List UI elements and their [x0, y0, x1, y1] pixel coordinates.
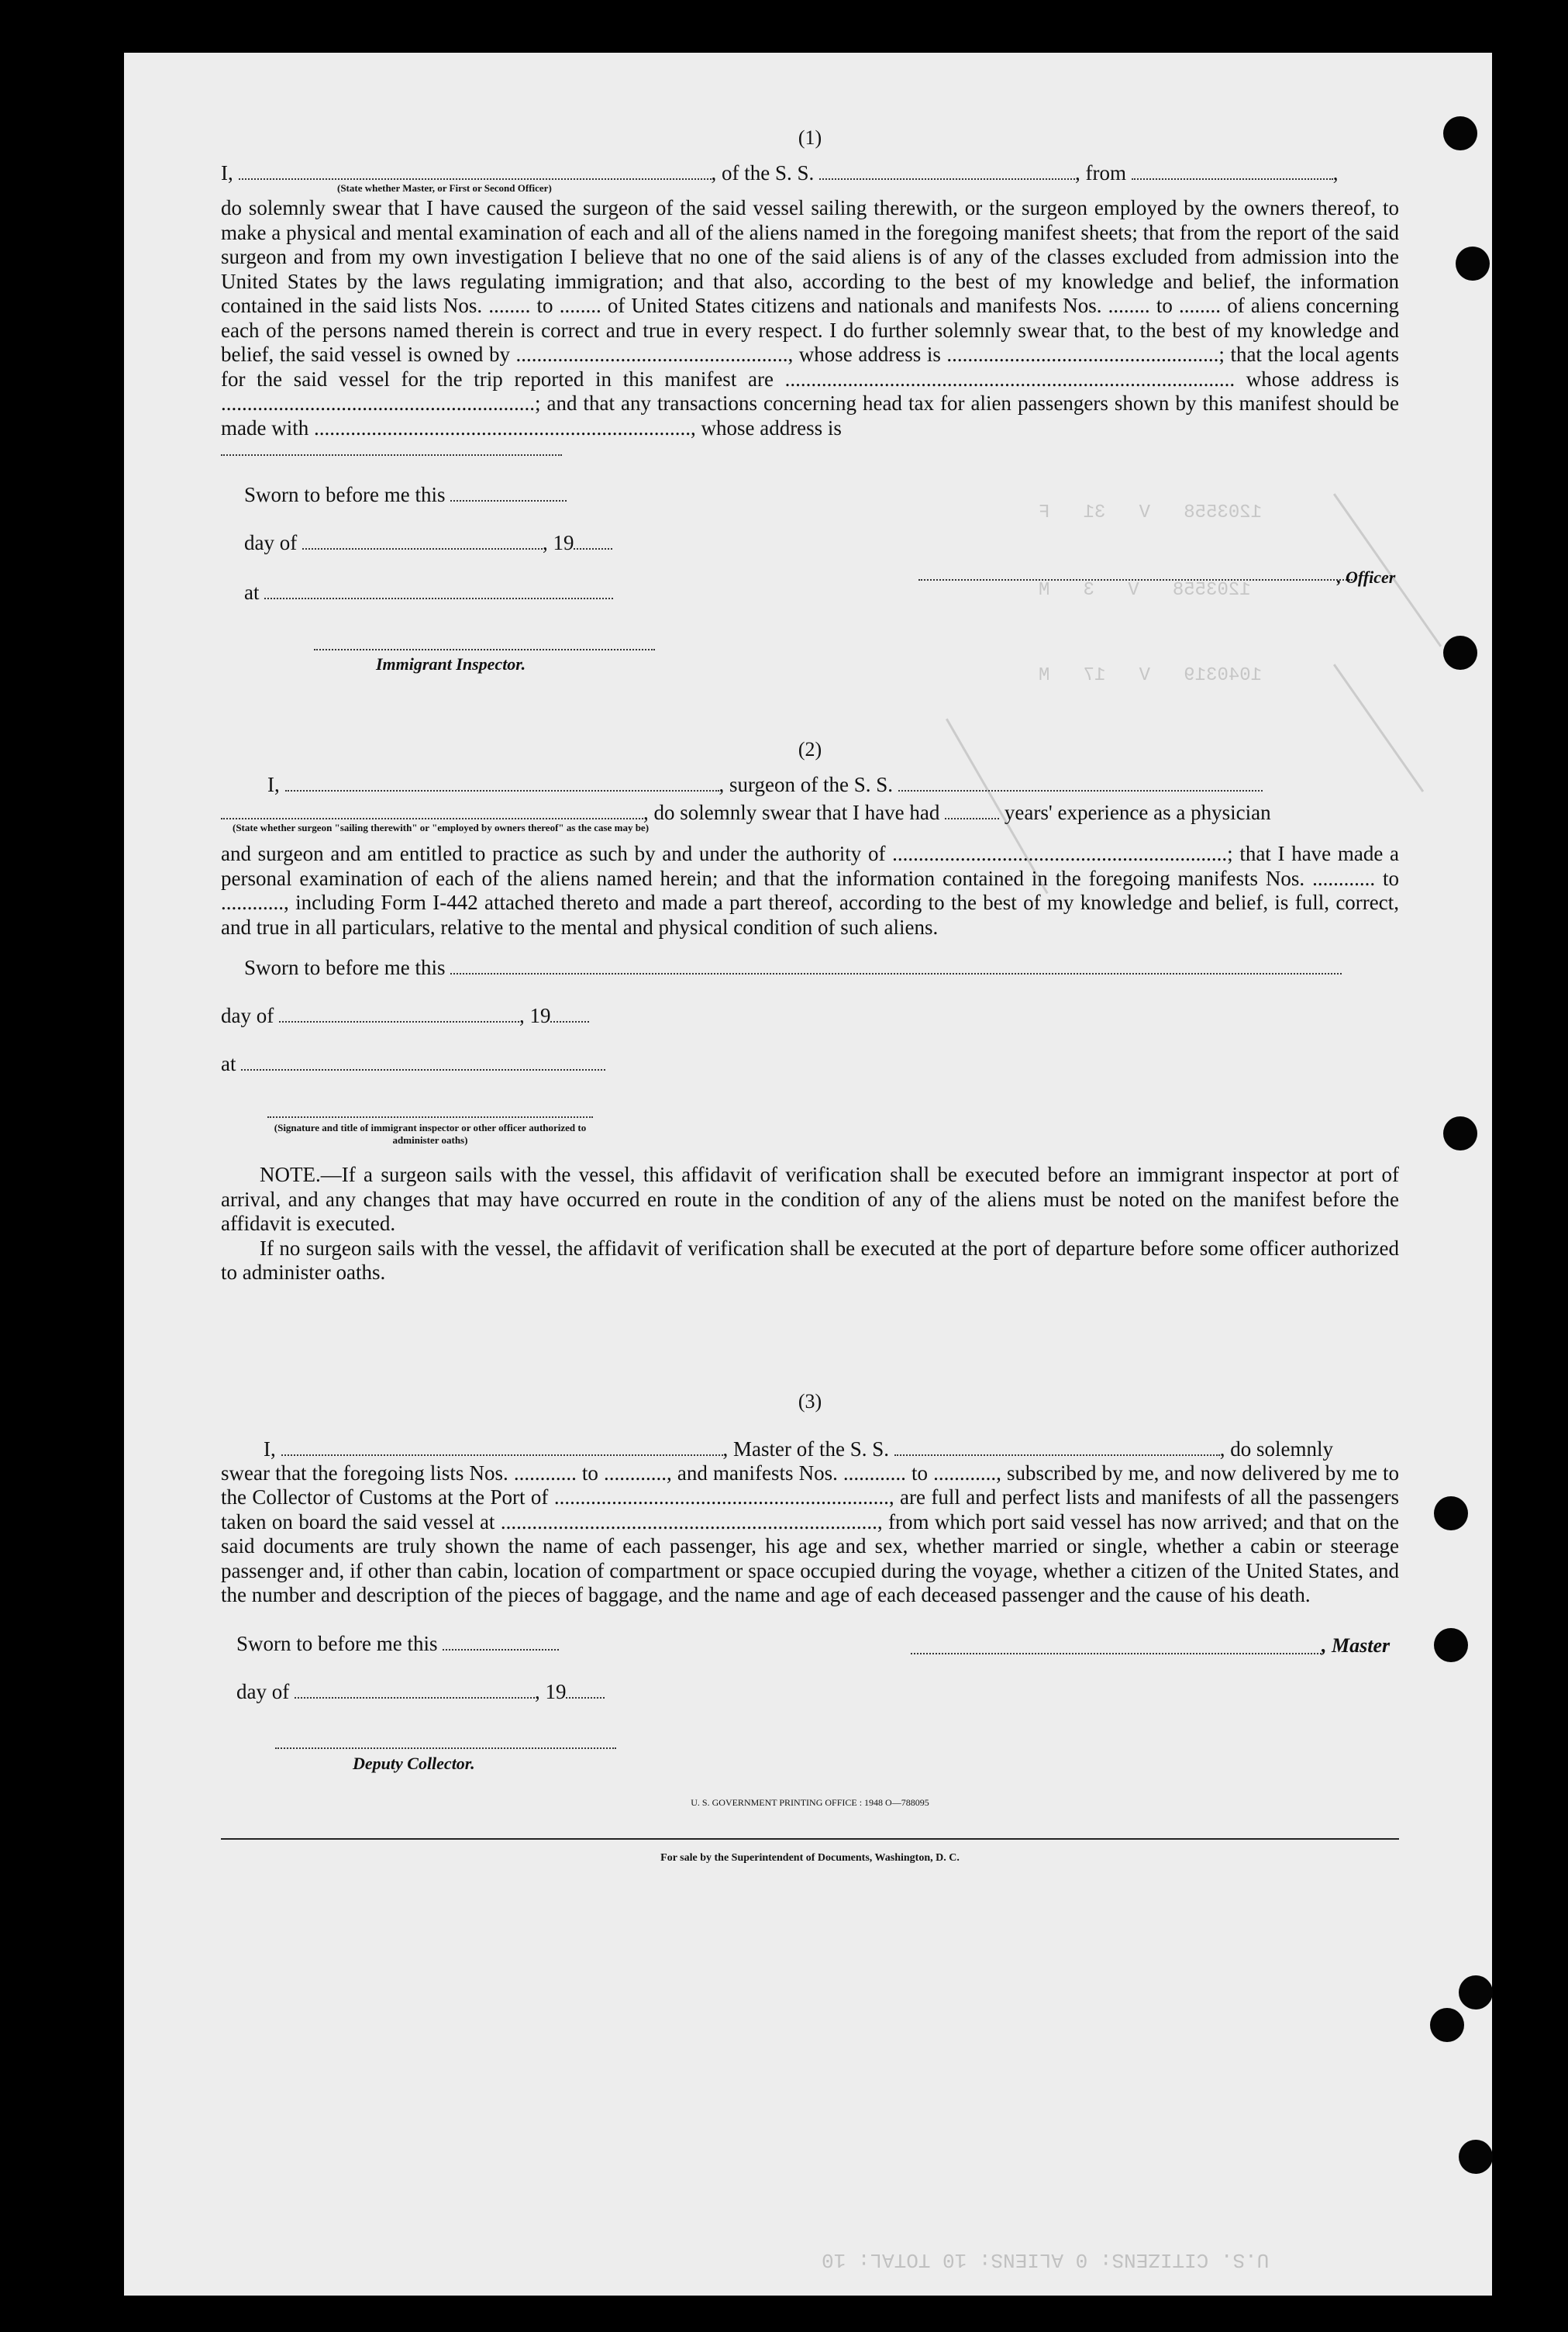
year-field[interactable]	[574, 531, 612, 550]
note-paragraph-1: NOTE.—If a surgeon sails with the vessel, this affidavit of verification shall be executed before an immigrant inspector at port of arrival, and any changes that may have occurred en route in the condition of any of the aliens must be noted on the manifest before the affidavit is executed.	[221, 1163, 1399, 1235]
section-1-signatures: Sworn to before me this day of , 19 at Immigrant Inspector. , Officer	[244, 483, 1396, 674]
signature-title-note: (Signature and title of immigrant inspector or other officer authorized to administer oaths)	[274, 1122, 587, 1146]
printing-office-line: U. S. GOVERNMENT PRINTING OFFICE : 1948 O—788095	[691, 1796, 929, 1808]
years-experience-field[interactable]	[945, 801, 999, 819]
sworn-label: Sworn to before me this	[244, 483, 446, 506]
year-field[interactable]	[566, 1680, 605, 1699]
section-3-number: (3)	[798, 1389, 822, 1413]
day-of-label: day of	[221, 1004, 274, 1027]
section-3-signatures: Sworn to before me this , Master day of , 19 Deputy Collector.	[236, 1631, 1391, 1773]
sworn-date-field[interactable]	[450, 956, 1342, 975]
form-sheet	[124, 53, 1492, 2296]
vessel-name-field[interactable]	[819, 161, 1075, 180]
bleed-through-text: 1040319 V 17 M	[1039, 665, 1263, 686]
surgeon-vessel-field[interactable]	[898, 773, 1263, 792]
section-3-first-line: I, , Master of the S. S. , do solemnly	[264, 1437, 1333, 1461]
officer-name-field[interactable]	[239, 161, 712, 180]
bleed-through-footer: U.S. CITIZENS: 0 ALIENS: 10 TOTAL: 10	[822, 2248, 1270, 2272]
punch-hole	[1443, 1116, 1477, 1150]
section-2-signatures: Sworn to before me this day of , 19 at (Signature and title of immigrant inspector or other officer authorized to administer oaths)	[221, 955, 1399, 1132]
section-1-first-line: I, , of the S. S. , from ,	[221, 161, 1339, 185]
section-2-body: and surgeon and am entitled to practice as such by and under the authority of ................................................................; that I have made a personal examination of each of the aliens named herein; and that the information contained in the foregoing manifests Nos. ............ to ............, including Form I-442 attached thereto and made a part thereof, according to the best of my knowledge and belief, is full, correct, and true in all particulars, relative to the mental and physical condition of such aliens.	[221, 842, 1399, 939]
location-field[interactable]	[241, 1052, 605, 1071]
punch-hole	[1443, 116, 1477, 150]
master-signature-field[interactable]	[911, 1637, 1322, 1654]
surgeon-type-note: (State whether surgeon "sailing therewith" or "employed by owners thereof" as the case may be)	[233, 822, 650, 833]
punch-hole	[1434, 1496, 1468, 1530]
section-1-body: do solemnly swear that I have caused the surgeon of the said vessel sailing therewith, or the surgeon employed by the owners thereof, to make a physical and mental examination of each and all of the aliens named in the foregoing manifest sheets; that from the report of the said surgeon and from my own investigation I believe that no one of the said aliens is of any of the classes excluded from admission into the United States by the laws regulating immigration; and that also, according to the best of my knowledge and belief, the information contained in the said lists Nos. ........ to ........ of United States citizens and nationals and manifests Nos. ........ to ........ of aliens concerning each of the persons named therein is correct and true in every respect. I do further solemnly swear that, to the best of my knowledge and belief, the said vessel is owned by ...................................................., whose address is ....................................................; that the local agents for the said vessel for the trip reported in this manifest are ...................................................................................... whose address is ............................................................; and that any transactions concerning head tax for alien passengers shown by this manifest should be made with ........................................................................, whose address is	[221, 196, 1399, 440]
officer-label: , Officer	[1337, 567, 1396, 587]
section-2-number: (2)	[798, 738, 822, 761]
sworn-date-field[interactable]	[443, 1632, 559, 1651]
departure-port-field[interactable]	[1132, 161, 1333, 180]
bleed-through-text: 1203558 V 31 F	[1039, 502, 1263, 523]
month-field[interactable]	[279, 1004, 519, 1023]
sworn-label: Sworn to before me this	[236, 1631, 438, 1655]
day-of-label: day of	[236, 1679, 290, 1703]
month-field[interactable]	[295, 1680, 535, 1699]
footer-rule	[221, 1838, 1399, 1840]
month-field[interactable]	[302, 531, 543, 550]
punch-hole	[1459, 1975, 1493, 2009]
punch-hole	[1456, 247, 1490, 281]
section-3-body: swear that the foregoing lists Nos. ............ to ............, and manifests Nos. ............ to ............, subscribed by me, and now delivered by me to the Collector of Customs at the Port of ................................................................, are full and perfect lists and manifests of all the passengers taken on board the said vessel at ........................................................................, from which port said vessel has now arrived; and that on the said documents are truly shown the name of each passenger, his age and sex, whether married or single, whether a cabin or steerage passenger and, if other than cabin, location of compartment or space occupied during the voyage, whether a citizen of the United States, and the number and description of the pieces of baggage, and the name and age of each deceased passenger and the cause of his death.	[221, 1461, 1399, 1606]
year-field[interactable]	[550, 1004, 589, 1023]
day-of-label: day of	[244, 531, 298, 554]
master-vessel-field[interactable]	[894, 1437, 1220, 1456]
note-paragraph-2: If no surgeon sails with the vessel, the affidavit of verification shall be executed at the port of departure before some officer authorized to administer oaths.	[221, 1236, 1399, 1284]
master-name-field[interactable]	[281, 1437, 723, 1456]
officer-type-note: (State whether Master, or First or Second Officer)	[337, 182, 552, 194]
authorized-officer-signature-field[interactable]	[267, 1101, 593, 1118]
for-sale-line: For sale by the Superintendent of Documents, Washington, D. C.	[660, 1851, 960, 1864]
deputy-collector-label: Deputy Collector.	[353, 1753, 475, 1773]
punch-hole	[1430, 2008, 1464, 2042]
punch-hole	[1443, 636, 1477, 670]
master-label: , Master	[1322, 1633, 1391, 1657]
at-label: at	[244, 581, 260, 604]
immigrant-inspector-label: Immigrant Inspector.	[376, 654, 526, 674]
at-label: at	[221, 1052, 236, 1075]
bleed-through-text: 1203558 V 3 M	[1039, 580, 1251, 601]
punch-hole	[1434, 1628, 1468, 1662]
surgeon-name-field[interactable]	[285, 773, 719, 792]
section-1-number: (1)	[798, 126, 822, 149]
punch-hole	[1459, 2140, 1493, 2174]
section-2-first-line: I, , surgeon of the S. S.	[221, 772, 1399, 797]
sworn-date-field[interactable]	[450, 483, 567, 502]
location-field[interactable]	[264, 581, 613, 599]
collector-signature-field[interactable]	[275, 1732, 616, 1749]
address-continuation-field[interactable]	[221, 440, 562, 456]
sworn-label: Sworn to before me this	[244, 956, 446, 979]
officer-signature-field[interactable]	[918, 564, 1353, 581]
inspector-signature-field[interactable]	[314, 633, 655, 650]
affidavit-form: (1) I, , of the S. S. , from , (State whether Master, or First or Second Officer) do solemnly swear that I have caused the surgeon of the said vessel sailing therewith, or the surgeon employed by the owners thereof, to make a physical and mental examination of each and all of the aliens named in the foregoing manifest sheets; that from the report of the said surgeon and from my own investigation I believe that no one of the said aliens is of any of the classes excluded from admission into the United States by the laws regulating immigration; and that also, according to the best of my knowledge and belief, the information contained in the said lists Nos. ........ to ........ of United States citizens and nationals and manifests Nos. ........ to ........ of aliens concerning each of the persons named therein is correct and true in every respect. I do further solemnly swear that, to the best of my knowledge and belief, the said vessel is owned by ...................................................., whose address is ....................................................; that the local agents for the said vessel for the trip reported in this manifest are ...................................................................................... whose address is ............................................................; and that any transactions concerning head tax for alien passengers shown by this manifest should be made with ........................................................................, whose address is Sworn to before me this day of , 19 at Immigrant Inspector. , Officer (2) I, , surgeon of the S. S. , do solemnly swear that I have had years' experience as a physician (State whether surgeon "sailing therewith" or "employed by owners thereof" as the case may be) and surgeon and am entitled to practice as such by and under the authority of ................................................................; that I have made a personal examination of each of the aliens named herein; and that the information contained in the foregoing manifests Nos. ............ to ............, including Form I-442 attached thereto and made a part thereof, according to the best of my knowledge and belief, is full, correct, and true in all particulars, relative to the mental and physical condition of such aliens. Sworn to before me this day of , 19 at (Signature and title of immigrant inspector or other officer authorized to administer oaths) NOTE.—If a surgeon sails with the vessel, this affidavit of verification shall be executed before an immigrant inspector at port of arrival, and any changes that may have occurred en route in the condition of any of the aliens must be noted on the manifest before the affidavit is executed. If no surgeon sails with the vessel, the affidavit of verification shall be executed at the port of departure before some officer authorized to administer oaths. (3) I, , Master of the S. S. , do solemnly swear that the foregoing lists Nos. ............ to ............, and manifests Nos. ............ to ............, subscribed by me, and now delivered by me to the Collector of Customs at the Port of ................................................................, are full and perfect lists and manifests of all the passengers taken on board the said vessel at ........................................................................, from which port said vessel has now arrived; and that on the said documents are truly shown the name of each passenger, his age and sex, whether married or single, whether a cabin or steerage passenger and, if other than cabin, location of compartment or space occupied during the voyage, whether a citizen of the United States, and the number and description of the pieces of baggage, and the name and age of each deceased passenger and the cause of his death. Sworn to before me this , Master day of , 19 Deputy Collector. U. S. GOVERNMENT PRINTING OFFICE : 1948 O—788095 For sale by the Superintendent of Documents, Washington, D. C.	[221, 126, 1399, 1864]
surgeon-type-field[interactable]	[221, 801, 643, 819]
